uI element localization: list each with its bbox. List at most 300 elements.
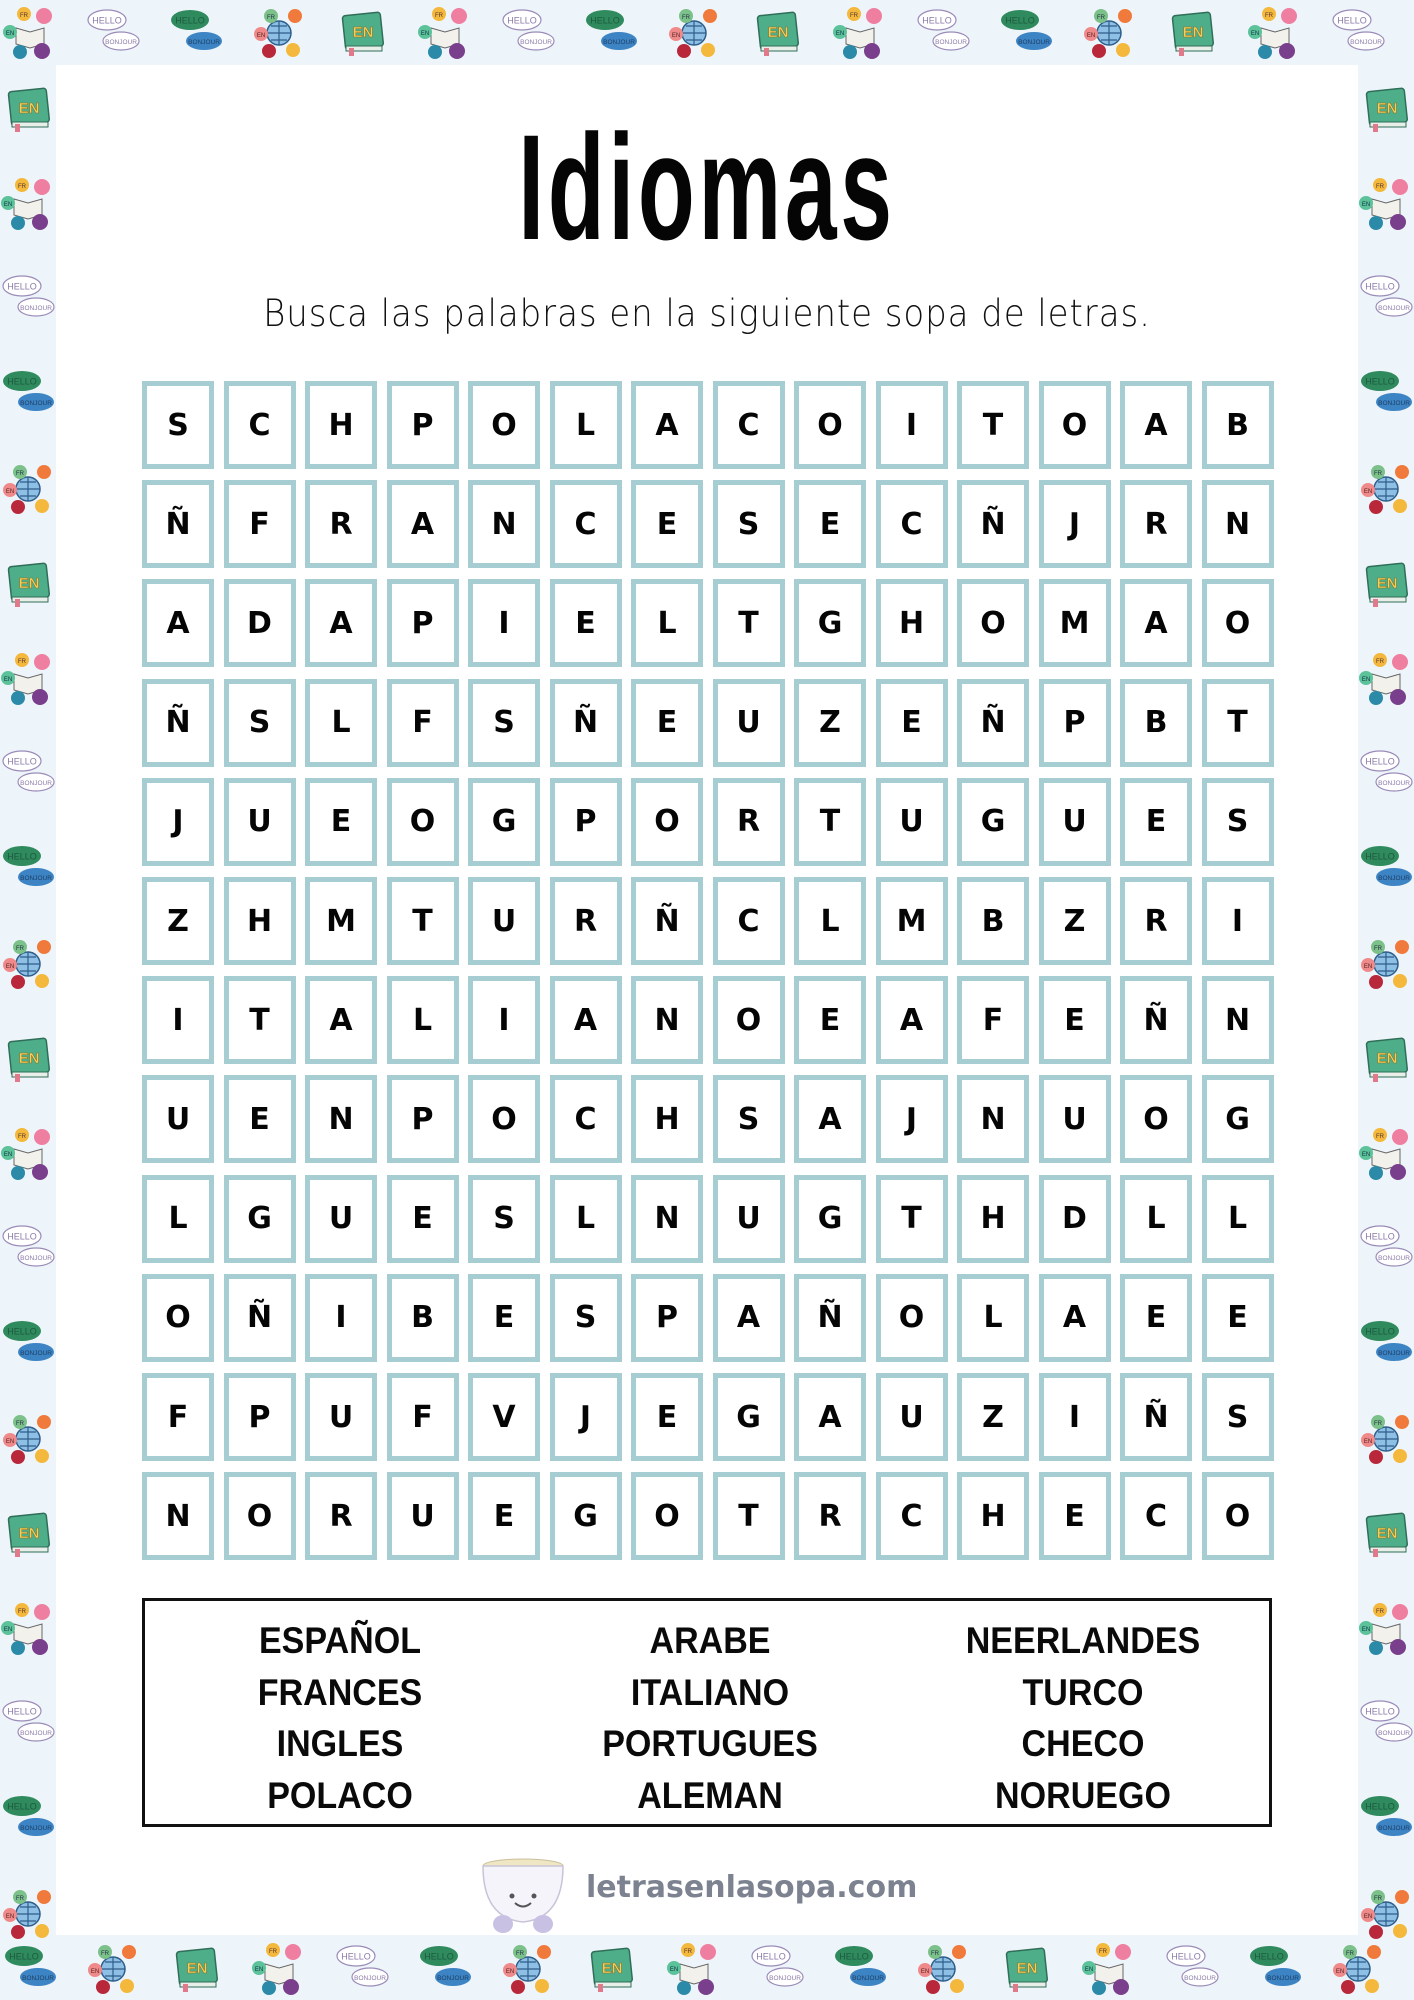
grid-cell[interactable]: T bbox=[713, 579, 785, 667]
svg-text:EN: EN bbox=[5, 489, 15, 495]
en-book-icon bbox=[998, 1940, 1054, 1996]
language-book-icon bbox=[1358, 175, 1414, 231]
hello-bonjour-outline-icon bbox=[0, 270, 56, 326]
svg-text:FR: FR bbox=[1376, 659, 1384, 665]
grid-cell[interactable]: G bbox=[957, 778, 1029, 866]
svg-text:EN: EN bbox=[256, 33, 266, 39]
hello-bonjour-filled-icon bbox=[0, 1315, 56, 1371]
grid-cell[interactable]: C bbox=[876, 480, 948, 568]
svg-text:HELLO: HELLO bbox=[756, 1951, 786, 1962]
language-globe-icon bbox=[1358, 935, 1414, 991]
grid-cell[interactable]: L bbox=[550, 1175, 622, 1263]
svg-text:FR: FR bbox=[682, 15, 690, 21]
grid-cell[interactable]: L bbox=[142, 1175, 214, 1263]
grid-cell[interactable]: Z bbox=[957, 1373, 1029, 1461]
svg-text:BONJOUR: BONJOUR bbox=[1350, 39, 1382, 46]
svg-text:EN: EN bbox=[420, 31, 430, 37]
grid-cell[interactable]: A bbox=[794, 1373, 866, 1461]
svg-text:FR: FR bbox=[18, 1134, 26, 1140]
language-book-icon bbox=[1358, 1600, 1414, 1656]
grid-cell[interactable]: U bbox=[1039, 1075, 1111, 1163]
grid-cell[interactable]: S bbox=[1202, 1373, 1274, 1461]
grid-cell[interactable]: R bbox=[1120, 480, 1192, 568]
grid-cell[interactable]: Ñ bbox=[550, 679, 622, 767]
language-book-icon bbox=[0, 175, 56, 231]
grid-cell[interactable]: E bbox=[1202, 1274, 1274, 1362]
grid-cell[interactable]: J bbox=[876, 1075, 948, 1163]
grid-cell[interactable]: E bbox=[224, 1075, 296, 1163]
grid-cell[interactable]: J bbox=[1039, 480, 1111, 568]
word-list-column bbox=[175, 1615, 505, 1821]
svg-text:EN: EN bbox=[1363, 1914, 1373, 1920]
language-globe-icon bbox=[1358, 1885, 1414, 1941]
svg-text:BONJOUR: BONJOUR bbox=[20, 1730, 52, 1737]
hello-bonjour-filled-icon bbox=[1358, 1790, 1414, 1846]
svg-text:BONJOUR: BONJOUR bbox=[105, 39, 137, 46]
grid-cell[interactable]: Ñ bbox=[957, 679, 1029, 767]
grid-cell[interactable]: F bbox=[224, 480, 296, 568]
hello-bonjour-outline-icon bbox=[0, 745, 56, 801]
grid-cell[interactable]: U bbox=[713, 679, 785, 767]
grid-cell[interactable]: L bbox=[957, 1274, 1029, 1362]
svg-text:FR: FR bbox=[20, 13, 28, 19]
grid-cell[interactable]: P bbox=[387, 381, 459, 469]
word-list-item: PORTUGUES bbox=[602, 1723, 818, 1764]
page-title: Idiomas bbox=[518, 103, 896, 271]
grid-cell[interactable]: E bbox=[1120, 1274, 1192, 1362]
svg-text:EN: EN bbox=[5, 1914, 15, 1920]
grid-cell[interactable]: U bbox=[1039, 778, 1111, 866]
svg-text:EN: EN bbox=[5, 31, 15, 37]
svg-text:BONJOUR: BONJOUR bbox=[603, 39, 635, 46]
grid-cell[interactable]: C bbox=[876, 1472, 948, 1560]
grid-cell[interactable]: N bbox=[1202, 976, 1274, 1064]
grid-cell[interactable]: J bbox=[142, 778, 214, 866]
svg-text:FR: FR bbox=[435, 13, 443, 19]
grid-cell[interactable]: B bbox=[957, 877, 1029, 965]
svg-text:FR: FR bbox=[850, 13, 858, 19]
grid-cell[interactable]: G bbox=[794, 1175, 866, 1263]
svg-text:EN: EN bbox=[1250, 31, 1260, 37]
grid-cell[interactable]: U bbox=[305, 1175, 377, 1263]
svg-text:EN: EN bbox=[1376, 575, 1398, 592]
svg-text:EN: EN bbox=[18, 100, 40, 117]
svg-text:FR: FR bbox=[267, 15, 275, 21]
svg-text:EN: EN bbox=[3, 202, 13, 208]
grid-cell[interactable]: L bbox=[794, 877, 866, 965]
grid-cell[interactable]: Ñ bbox=[1120, 1373, 1192, 1461]
grid-cell[interactable]: Z bbox=[142, 877, 214, 965]
grid-cell[interactable]: S bbox=[224, 679, 296, 767]
grid-cell[interactable]: O bbox=[468, 381, 540, 469]
grid-cell[interactable]: U bbox=[142, 1075, 214, 1163]
grid-cell[interactable]: E bbox=[794, 976, 866, 1064]
svg-text:BONJOUR: BONJOUR bbox=[520, 39, 552, 46]
grid-cell[interactable]: O bbox=[957, 579, 1029, 667]
svg-text:BONJOUR: BONJOUR bbox=[354, 1975, 386, 1982]
grid-cell[interactable]: I bbox=[468, 976, 540, 1064]
word-list-item: ARABE bbox=[649, 1620, 771, 1661]
svg-text:FR: FR bbox=[1097, 15, 1105, 21]
grid-cell[interactable]: C bbox=[713, 877, 785, 965]
grid-cell[interactable]: A bbox=[305, 976, 377, 1064]
svg-text:BONJOUR: BONJOUR bbox=[1378, 1825, 1410, 1832]
grid-cell[interactable]: G bbox=[794, 579, 866, 667]
grid-cell[interactable]: L bbox=[550, 381, 622, 469]
svg-text:HELLO: HELLO bbox=[1337, 15, 1367, 26]
grid-cell[interactable]: H bbox=[957, 1472, 1029, 1560]
grid-cell[interactable]: A bbox=[794, 1075, 866, 1163]
svg-text:FR: FR bbox=[18, 184, 26, 190]
grid-cell[interactable]: I bbox=[1039, 1373, 1111, 1461]
grid-cell[interactable]: V bbox=[468, 1373, 540, 1461]
hello-bonjour-outline-icon bbox=[334, 1940, 390, 1996]
grid-cell[interactable]: P bbox=[387, 579, 459, 667]
grid-cell[interactable]: R bbox=[1120, 877, 1192, 965]
en-book-icon bbox=[0, 80, 56, 136]
grid-cell[interactable]: L bbox=[1202, 1175, 1274, 1263]
word-list-column bbox=[545, 1615, 875, 1821]
svg-text:HELLO: HELLO bbox=[1365, 1326, 1395, 1337]
grid-cell[interactable]: E bbox=[1039, 976, 1111, 1064]
grid-cell[interactable]: I bbox=[876, 381, 948, 469]
grid-cell[interactable]: T bbox=[957, 381, 1029, 469]
grid-cell[interactable]: O bbox=[142, 1274, 214, 1362]
grid-cell[interactable]: J bbox=[550, 1373, 622, 1461]
grid-cell[interactable]: F bbox=[957, 976, 1029, 1064]
grid-cell[interactable]: O bbox=[876, 1274, 948, 1362]
language-globe-icon bbox=[0, 1885, 56, 1941]
hello-bonjour-filled-icon bbox=[583, 4, 639, 60]
grid-cell[interactable]: N bbox=[631, 1175, 703, 1263]
grid-cell[interactable]: Ñ bbox=[1120, 976, 1192, 1064]
grid-cell[interactable]: C bbox=[224, 381, 296, 469]
hello-bonjour-filled-icon bbox=[168, 4, 224, 60]
svg-text:EN: EN bbox=[90, 1969, 100, 1975]
en-book-icon bbox=[1358, 80, 1414, 136]
grid-cell[interactable]: E bbox=[631, 1373, 703, 1461]
svg-text:EN: EN bbox=[1376, 1525, 1398, 1542]
grid-cell[interactable]: O bbox=[224, 1472, 296, 1560]
grid-cell[interactable]: E bbox=[468, 1274, 540, 1362]
grid-cell[interactable]: L bbox=[1120, 1175, 1192, 1263]
grid-cell[interactable]: U bbox=[876, 778, 948, 866]
grid-cell[interactable]: Ñ bbox=[794, 1274, 866, 1362]
grid-cell[interactable]: E bbox=[468, 1472, 540, 1560]
grid-cell[interactable]: P bbox=[1039, 679, 1111, 767]
hello-bonjour-filled-icon bbox=[2, 1940, 58, 1996]
grid-cell[interactable]: H bbox=[305, 381, 377, 469]
hello-bonjour-outline-icon bbox=[1330, 4, 1386, 60]
grid-cell[interactable]: O bbox=[631, 1472, 703, 1560]
svg-text:EN: EN bbox=[1361, 1152, 1371, 1158]
grid-cell[interactable]: S bbox=[1202, 778, 1274, 866]
language-book-icon bbox=[1247, 4, 1303, 60]
svg-text:HELLO: HELLO bbox=[7, 851, 37, 862]
svg-text:HELLO: HELLO bbox=[7, 1231, 37, 1242]
hello-bonjour-outline-icon bbox=[1358, 1220, 1414, 1276]
hello-bonjour-outline-icon bbox=[0, 1220, 56, 1276]
en-book-icon bbox=[0, 1505, 56, 1561]
svg-text:HELLO: HELLO bbox=[1171, 1951, 1201, 1962]
svg-text:EN: EN bbox=[1182, 24, 1204, 41]
svg-text:EN: EN bbox=[186, 1960, 208, 1977]
grid-cell[interactable]: I bbox=[305, 1274, 377, 1362]
grid-cell[interactable]: U bbox=[305, 1373, 377, 1461]
grid-cell[interactable]: B bbox=[387, 1274, 459, 1362]
svg-text:FR: FR bbox=[269, 1949, 277, 1955]
grid-cell[interactable]: P bbox=[631, 1274, 703, 1362]
grid-cell[interactable]: Ñ bbox=[631, 877, 703, 965]
grid-cell[interactable]: S bbox=[713, 1075, 785, 1163]
svg-text:HELLO: HELLO bbox=[92, 15, 122, 26]
language-globe-icon bbox=[251, 4, 307, 60]
grid-cell[interactable]: R bbox=[305, 480, 377, 568]
grid-cell[interactable]: E bbox=[550, 579, 622, 667]
instructions-text: Busca las palabras en la siguiente sopa de letras. bbox=[263, 292, 1151, 335]
grid-cell[interactable]: R bbox=[305, 1472, 377, 1560]
grid-cell[interactable]: Ñ bbox=[957, 480, 1029, 568]
grid-cell[interactable]: I bbox=[1202, 877, 1274, 965]
grid-cell[interactable]: R bbox=[550, 877, 622, 965]
grid-cell[interactable]: T bbox=[1202, 679, 1274, 767]
svg-text:BONJOUR: BONJOUR bbox=[20, 305, 52, 312]
grid-cell[interactable]: M bbox=[876, 877, 948, 965]
grid-cell[interactable]: O bbox=[631, 778, 703, 866]
grid-cell[interactable]: H bbox=[631, 1075, 703, 1163]
grid-cell[interactable]: G bbox=[550, 1472, 622, 1560]
grid-cell[interactable]: O bbox=[1202, 1472, 1274, 1560]
hello-bonjour-outline-icon bbox=[1358, 270, 1414, 326]
grid-cell[interactable]: B bbox=[1202, 381, 1274, 469]
grid-cell[interactable]: A bbox=[550, 976, 622, 1064]
grid-cell[interactable]: U bbox=[387, 1472, 459, 1560]
hello-bonjour-outline-icon bbox=[0, 1695, 56, 1751]
grid-cell[interactable]: N bbox=[631, 976, 703, 1064]
grid-cell[interactable]: C bbox=[550, 480, 622, 568]
grid-cell[interactable]: E bbox=[305, 778, 377, 866]
grid-cell[interactable]: A bbox=[387, 480, 459, 568]
grid-cell[interactable]: N bbox=[142, 1472, 214, 1560]
en-book-icon bbox=[1164, 4, 1220, 60]
grid-cell[interactable]: Ñ bbox=[224, 1274, 296, 1362]
grid-cell[interactable]: E bbox=[1039, 1472, 1111, 1560]
svg-text:EN: EN bbox=[3, 1627, 13, 1633]
grid-cell[interactable]: U bbox=[224, 778, 296, 866]
svg-text:HELLO: HELLO bbox=[1365, 1706, 1395, 1717]
grid-cell[interactable]: P bbox=[387, 1075, 459, 1163]
grid-cell[interactable]: N bbox=[1202, 480, 1274, 568]
svg-text:BONJOUR: BONJOUR bbox=[1378, 780, 1410, 787]
grid-cell[interactable]: C bbox=[1120, 1472, 1192, 1560]
grid-cell[interactable]: E bbox=[876, 679, 948, 767]
svg-text:BONJOUR: BONJOUR bbox=[1018, 39, 1050, 46]
grid-cell[interactable]: S bbox=[468, 1175, 540, 1263]
grid-cell[interactable]: A bbox=[1120, 579, 1192, 667]
svg-text:HELLO: HELLO bbox=[1365, 756, 1395, 767]
grid-cell[interactable]: P bbox=[224, 1373, 296, 1461]
language-globe-icon bbox=[0, 1410, 56, 1466]
language-globe-icon bbox=[915, 1940, 971, 1996]
word-list-item: POLACO bbox=[267, 1774, 413, 1816]
svg-text:BONJOUR: BONJOUR bbox=[20, 780, 52, 787]
grid-cell[interactable]: A bbox=[631, 381, 703, 469]
grid-cell[interactable]: Z bbox=[1039, 877, 1111, 965]
soup-bowl-mascot-icon bbox=[468, 1856, 578, 1936]
grid-cell[interactable]: A bbox=[1120, 381, 1192, 469]
grid-cell[interactable]: H bbox=[957, 1175, 1029, 1263]
svg-text:EN: EN bbox=[1361, 202, 1371, 208]
grid-cell[interactable]: S bbox=[713, 480, 785, 568]
grid-cell[interactable]: T bbox=[224, 976, 296, 1064]
grid-cell[interactable]: R bbox=[794, 1472, 866, 1560]
hello-bonjour-filled-icon bbox=[1358, 840, 1414, 896]
grid-cell[interactable]: D bbox=[224, 579, 296, 667]
grid-cell[interactable]: A bbox=[876, 976, 948, 1064]
grid-cell[interactable]: C bbox=[713, 381, 785, 469]
language-globe-icon bbox=[1081, 4, 1137, 60]
grid-cell[interactable]: I bbox=[142, 976, 214, 1064]
grid-cell[interactable]: Ñ bbox=[142, 480, 214, 568]
svg-text:EN: EN bbox=[1363, 1439, 1373, 1445]
svg-text:EN: EN bbox=[1363, 489, 1373, 495]
grid-cell[interactable]: R bbox=[713, 778, 785, 866]
grid-cell[interactable]: I bbox=[468, 579, 540, 667]
grid-cell[interactable]: S bbox=[142, 381, 214, 469]
svg-text:BONJOUR: BONJOUR bbox=[20, 1255, 52, 1262]
grid-cell[interactable]: A bbox=[305, 579, 377, 667]
svg-text:HELLO: HELLO bbox=[424, 1951, 454, 1962]
language-globe-icon bbox=[500, 1940, 556, 1996]
svg-text:HELLO: HELLO bbox=[7, 376, 37, 387]
grid-cell[interactable]: E bbox=[1120, 778, 1192, 866]
grid-cell[interactable]: O bbox=[387, 778, 459, 866]
grid-cell[interactable]: M bbox=[1039, 579, 1111, 667]
grid-cell[interactable]: U bbox=[713, 1175, 785, 1263]
grid-cell[interactable]: E bbox=[387, 1175, 459, 1263]
hello-bonjour-filled-icon bbox=[417, 1940, 473, 1996]
grid-cell[interactable]: N bbox=[305, 1075, 377, 1163]
svg-text:HELLO: HELLO bbox=[1365, 1801, 1395, 1812]
grid-cell[interactable]: O bbox=[1039, 381, 1111, 469]
grid-cell[interactable]: A bbox=[1039, 1274, 1111, 1362]
grid-cell[interactable]: O bbox=[1120, 1075, 1192, 1163]
svg-text:BONJOUR: BONJOUR bbox=[20, 1350, 52, 1357]
grid-cell[interactable]: N bbox=[468, 480, 540, 568]
svg-text:EN: EN bbox=[1086, 33, 1096, 39]
svg-text:EN: EN bbox=[669, 1967, 679, 1973]
grid-cell[interactable]: T bbox=[387, 877, 459, 965]
hello-bonjour-outline-icon bbox=[749, 1940, 805, 1996]
svg-text:HELLO: HELLO bbox=[1365, 281, 1395, 292]
svg-text:EN: EN bbox=[352, 24, 374, 41]
grid-cell[interactable]: Ñ bbox=[142, 679, 214, 767]
grid-cell[interactable]: Z bbox=[794, 679, 866, 767]
grid-cell[interactable]: B bbox=[1120, 679, 1192, 767]
grid-cell[interactable]: T bbox=[794, 778, 866, 866]
svg-text:HELLO: HELLO bbox=[341, 1951, 371, 1962]
word-list-item: NEERLANDES bbox=[965, 1620, 1201, 1661]
grid-cell[interactable]: A bbox=[142, 579, 214, 667]
logo-text: letrasenlasopa.com bbox=[586, 1870, 918, 1905]
svg-text:FR: FR bbox=[1346, 1951, 1354, 1957]
grid-cell[interactable]: O bbox=[794, 381, 866, 469]
svg-text:HELLO: HELLO bbox=[7, 281, 37, 292]
svg-text:EN: EN bbox=[3, 677, 13, 683]
grid-cell[interactable]: F bbox=[142, 1373, 214, 1461]
language-globe-icon bbox=[1330, 1940, 1386, 1996]
hello-bonjour-outline-icon bbox=[1358, 745, 1414, 801]
language-globe-icon bbox=[0, 935, 56, 991]
grid-cell[interactable]: C bbox=[550, 1075, 622, 1163]
svg-text:HELLO: HELLO bbox=[1254, 1951, 1284, 1962]
svg-text:HELLO: HELLO bbox=[590, 15, 620, 26]
grid-cell[interactable]: E bbox=[794, 480, 866, 568]
grid-cell[interactable]: S bbox=[468, 679, 540, 767]
grid-cell[interactable]: L bbox=[631, 579, 703, 667]
grid-cell[interactable]: O bbox=[713, 976, 785, 1064]
hello-bonjour-outline-icon bbox=[1358, 1695, 1414, 1751]
hello-bonjour-filled-icon bbox=[1247, 1940, 1303, 1996]
grid-cell[interactable]: H bbox=[224, 877, 296, 965]
hello-bonjour-filled-icon bbox=[0, 1790, 56, 1846]
grid-cell[interactable]: G bbox=[1202, 1075, 1274, 1163]
grid-cell[interactable]: A bbox=[713, 1274, 785, 1362]
grid-cell[interactable]: L bbox=[387, 976, 459, 1064]
svg-text:FR: FR bbox=[1374, 471, 1382, 477]
svg-text:HELLO: HELLO bbox=[1365, 1231, 1395, 1242]
grid-cell[interactable]: S bbox=[550, 1274, 622, 1362]
grid-cell[interactable]: O bbox=[468, 1075, 540, 1163]
svg-text:HELLO: HELLO bbox=[7, 756, 37, 767]
grid-cell[interactable]: F bbox=[387, 679, 459, 767]
grid-cell[interactable]: D bbox=[1039, 1175, 1111, 1263]
svg-text:FR: FR bbox=[1374, 1421, 1382, 1427]
grid-cell[interactable]: U bbox=[468, 877, 540, 965]
grid-cell[interactable]: F bbox=[387, 1373, 459, 1461]
svg-text:EN: EN bbox=[18, 1525, 40, 1542]
grid-cell[interactable]: G bbox=[224, 1175, 296, 1263]
grid-cell[interactable]: T bbox=[876, 1175, 948, 1263]
svg-text:EN: EN bbox=[767, 24, 789, 41]
svg-text:FR: FR bbox=[1376, 1609, 1384, 1615]
grid-cell[interactable]: N bbox=[957, 1075, 1029, 1163]
svg-text:HELLO: HELLO bbox=[507, 15, 537, 26]
grid-cell[interactable]: G bbox=[713, 1373, 785, 1461]
svg-text:FR: FR bbox=[16, 946, 24, 952]
grid-cell[interactable]: L bbox=[305, 679, 377, 767]
svg-text:FR: FR bbox=[16, 1421, 24, 1427]
hello-bonjour-outline-icon bbox=[915, 4, 971, 60]
grid-cell[interactable]: M bbox=[305, 877, 377, 965]
grid-cell[interactable]: O bbox=[1202, 579, 1274, 667]
grid-cell[interactable]: G bbox=[468, 778, 540, 866]
grid-cell[interactable]: P bbox=[550, 778, 622, 866]
language-book-icon bbox=[1081, 1940, 1137, 1996]
en-book-icon bbox=[334, 4, 390, 60]
word-list-item: INGLES bbox=[276, 1723, 404, 1764]
grid-cell[interactable]: T bbox=[713, 1472, 785, 1560]
grid-cell[interactable]: E bbox=[631, 679, 703, 767]
hello-bonjour-filled-icon bbox=[998, 4, 1054, 60]
en-book-icon bbox=[1358, 1505, 1414, 1561]
grid-cell[interactable]: H bbox=[876, 579, 948, 667]
grid-cell[interactable]: U bbox=[876, 1373, 948, 1461]
svg-text:BONJOUR: BONJOUR bbox=[188, 39, 220, 46]
grid-cell[interactable]: E bbox=[631, 480, 703, 568]
svg-text:EN: EN bbox=[1084, 1967, 1094, 1973]
word-list-item: NORUEGO bbox=[995, 1774, 1171, 1816]
